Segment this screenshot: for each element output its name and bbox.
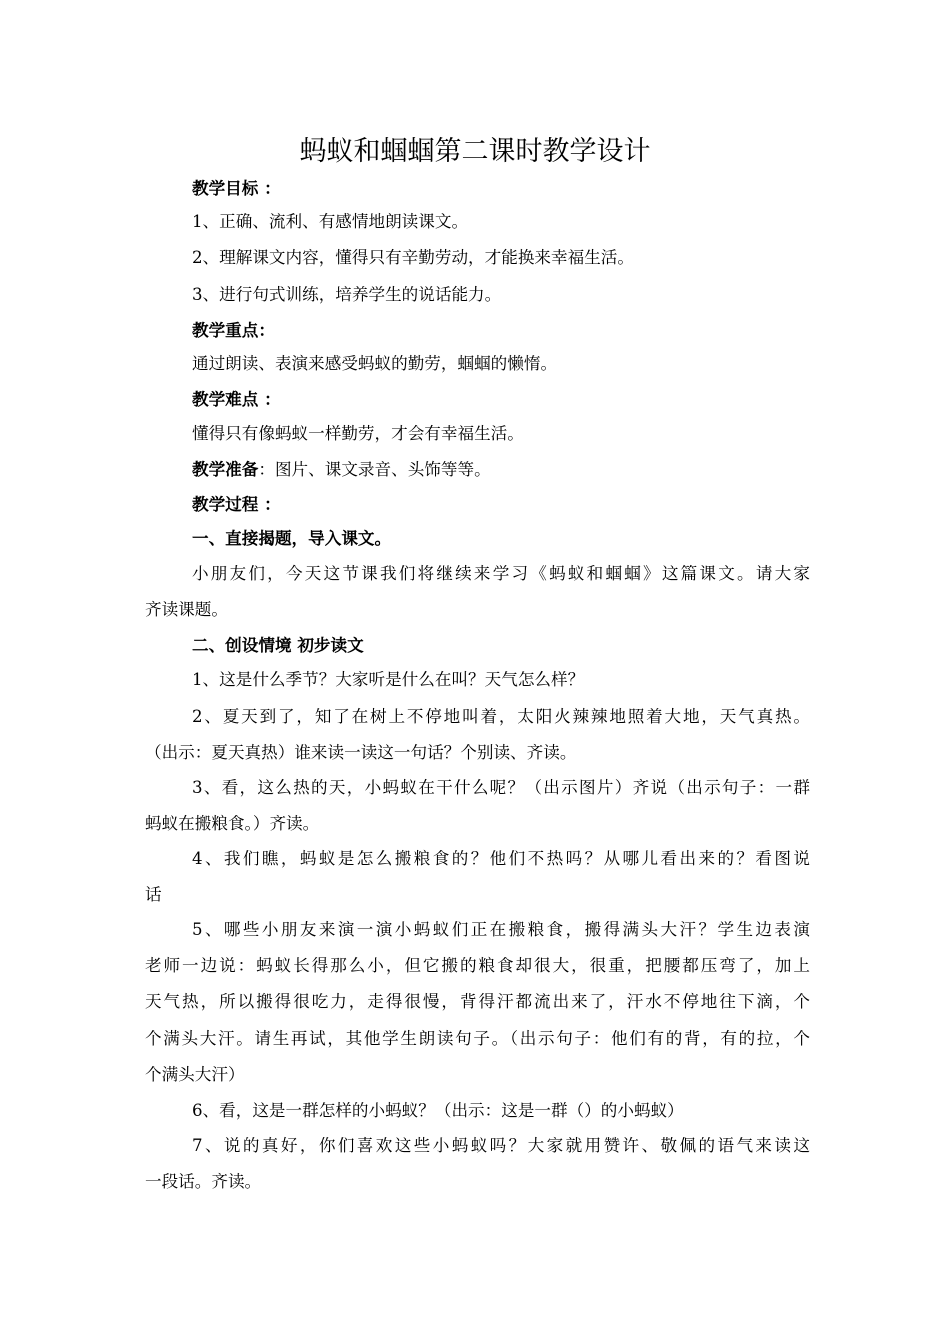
difficulties-heading: 教学难点 ：: [192, 389, 281, 409]
item2-line-2: （出示：夏天真热）谁来读一读这一句话？个别读、齐读。: [145, 743, 577, 762]
objective-item-1: 1、正确、流利、有感情地朗读课文。: [192, 212, 469, 231]
objective-item-2: 2、理解课文内容，懂得只有辛勤劳动，才能换来幸福生活。: [192, 248, 634, 267]
process-heading: 教学过程 ：: [192, 494, 281, 514]
preparation-heading: 教学准备: [192, 459, 259, 479]
item7-line-2: 一段话。齐读。: [145, 1172, 262, 1191]
item7-line-1: 7、说的真好，你们喜欢这些小蚂蚁吗？大家就用赞许、敬佩的语气来读这: [192, 1136, 810, 1155]
document-title: 蚂蚁和蝈蝈第二课时教学设计: [299, 136, 651, 167]
item4-line-2: 话: [145, 885, 162, 904]
section1-heading: 一、直接揭题，导入课文。: [192, 528, 392, 548]
item3-line-1: 3、看，这么热的天，小蚂蚁在干什么呢？（出示图片）齐说（出示句子：一群: [192, 778, 810, 797]
item5-line-2: 老师一边说：蚂蚁长得那么小，但它搬的粮食却很大，很重，把腰都压弯了，加上: [145, 956, 810, 975]
item2-line-1: 2、夏天到了，知了在树上不停地叫着，太阳火辣辣地照着大地，天气真热。: [192, 707, 810, 726]
item5-line-5: 个满头大汗）: [145, 1065, 245, 1084]
preparation-text: ：图片、课文录音、头饰等等。: [258, 460, 491, 479]
key-points-heading: 教学重点：: [192, 320, 275, 340]
item5-line-4: 个满头大汗。请生再试，其他学生朗读句子。（出示句子：他们有的背，有的拉，个: [145, 1029, 810, 1048]
objective-item-3: 3、进行句式训练，培养学生的说话能力。: [192, 285, 502, 304]
item1-line-1: 1、这是什么季节？大家听是什么在叫？天气怎么样？: [192, 670, 585, 689]
item4-line-1: 4、我们瞧，蚂蚁是怎么搬粮食的？他们不热吗？从哪儿看出来的？看图说: [192, 849, 810, 868]
section2-heading: 二、创设情境 初步读文: [192, 635, 364, 655]
section1-paragraph-line-2: 齐读课题。: [145, 600, 228, 619]
item6-line-1: 6、看，这是一群怎样的小蚂蚁？（出示：这是一群（）的小蚂蚁）: [192, 1101, 684, 1120]
preparation-line: [192, 457, 810, 482]
item5-line-1: 5、哪些小朋友来演一演小蚂蚁们正在搬粮食，搬得满头大汗？学生边表演: [192, 920, 810, 939]
item3-line-2: 蚂蚁在搬粮食。）齐读。: [145, 814, 320, 833]
key-points-text: 通过朗读、表演来感受蚂蚁的勤劳，蝈蝈的懒惰。: [192, 354, 558, 373]
item5-line-3: 天气热，所以搬得很吃力，走得很慢，背得汗都流出来了，汗水不停地往下滴，个: [145, 992, 810, 1011]
objectives-heading: 教学目标 ：: [192, 178, 281, 198]
section1-paragraph-line-1: 小朋友们，今天这节课我们将继续来学习《蚂蚁和蝈蝈》这篇课文。请大家: [192, 564, 810, 583]
difficulties-text: 懂得只有像蚂蚁一样勤劳，才会有幸福生活。: [192, 424, 524, 443]
